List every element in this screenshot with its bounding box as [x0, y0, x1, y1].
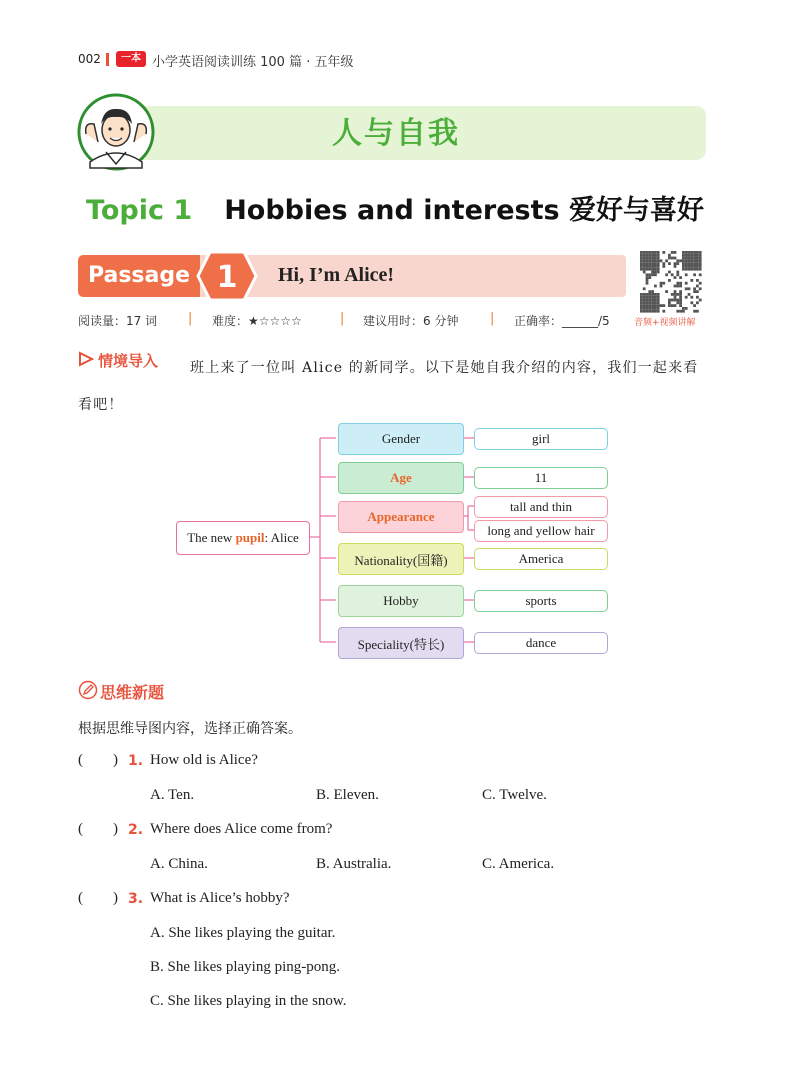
mindmap-value: America [474, 548, 608, 570]
mindmap-category: Hobby [338, 585, 464, 617]
mindmap-category: Nationality(国籍) [338, 543, 464, 575]
qr-caption: 音频+视频讲解 [634, 318, 696, 328]
mindmap-value: girl [474, 428, 608, 450]
answer-option: C. America. [482, 856, 555, 872]
task-instruction: 根据思维导图内容，选择正确答案。 [78, 721, 302, 737]
theme-title: 人与自我 [332, 116, 460, 151]
question-number: 1. [128, 753, 144, 769]
question-text: How old is Alice? [150, 752, 258, 768]
publisher-logo: 一本 [116, 51, 146, 67]
mindmap-category: Speciality(特长) [338, 627, 464, 659]
mindmap-category: Appearance [338, 501, 464, 533]
intro-text: 班上来了一位叫 Alice 的新同学。以下是她自我介绍的内容，我们一起来看看吧！ [78, 360, 699, 413]
topic-name: Hobbies and interests 爱好与喜好 [224, 195, 704, 226]
mindmap-root-highlight: pupil [235, 530, 265, 545]
question-text: What is Alice’s hobby? [150, 890, 290, 906]
topic-number: Topic 1 [86, 195, 193, 226]
passage-number: 1 [216, 260, 238, 295]
answer-option: A. Ten. [150, 787, 195, 803]
word-count: 阅读量：17 词 [78, 314, 158, 328]
answer-blank[interactable]: ( ) [78, 821, 118, 837]
page-number: 002 [78, 52, 101, 66]
mindmap-value: long and yellow hair [474, 520, 608, 542]
mindmap-value: tall and thin [474, 496, 608, 518]
info-separator: | [340, 311, 345, 326]
answer-option: A. China. [150, 856, 208, 872]
mindmap-value: dance [474, 632, 608, 654]
answer-blank[interactable]: ( ) [78, 890, 118, 906]
mindmap-category: Gender [338, 423, 464, 455]
accuracy: 正确率：______/5 [514, 314, 610, 328]
mindmap-category: Age [338, 462, 464, 494]
passage-label: Passage [78, 255, 200, 297]
question-number: 2. [128, 822, 144, 838]
question-text: Where does Alice come from? [150, 821, 333, 837]
suggested-time: 建议用时：6 分钟 [363, 314, 459, 328]
mindmap-value: sports [474, 590, 608, 612]
answer-blank[interactable]: ( ) [78, 752, 118, 768]
answer-option: C. She likes playing in the snow. [150, 993, 347, 1009]
mindmap-root-prefix: The new [187, 530, 236, 545]
answer-option: B. She likes playing ping-pong. [150, 959, 340, 975]
mindmap-value: 11 [474, 467, 608, 489]
task-label: 思维新题 [100, 683, 165, 702]
answer-option: B. Eleven. [316, 787, 379, 803]
passage-title: Hi, I’m Alice! [278, 264, 395, 286]
intro-label: 情境导入 [98, 352, 159, 370]
question-number: 3. [128, 891, 144, 907]
book-title: 小学英语阅读训练 100 篇 · 五年级 [152, 55, 354, 70]
answer-option: A. She likes playing the guitar. [150, 925, 336, 941]
info-separator: | [188, 311, 193, 326]
mindmap-root-suffix: : Alice [264, 530, 299, 545]
difficulty: 难度：★☆☆☆☆ [212, 314, 302, 328]
answer-option: C. Twelve. [482, 787, 547, 803]
info-separator: | [490, 311, 495, 326]
pencil-icon [78, 680, 98, 700]
answer-option: B. Australia. [316, 856, 392, 872]
mindmap-root [176, 521, 310, 555]
